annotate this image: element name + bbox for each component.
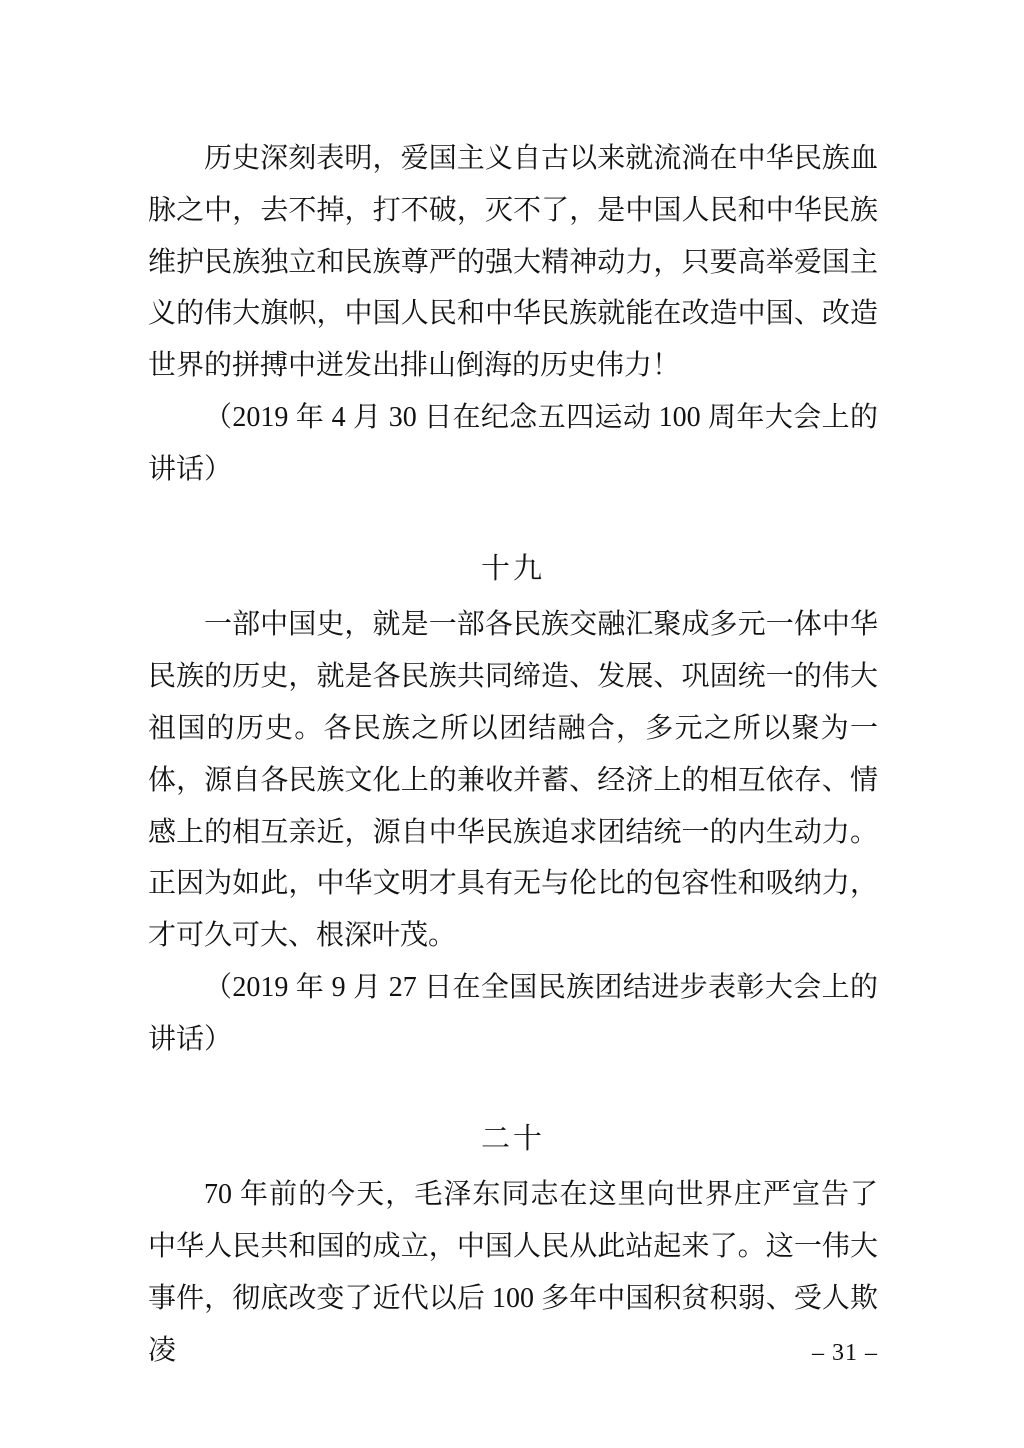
paragraph-patriotism: 历史深刻表明，爱国主义自古以来就流淌在中华民族血脉之中，去不掉，打不破，灭不了，是中国人民和中华民族维护民族独立和民族尊严的强大精神动力，只要高举爱国主义的伟大旗帜，中国人民和中华民族就能在改造中国、改造世界的拼搏中迸发出排山倒海的历史伟力！ [148, 143, 878, 382]
paragraph-chinese-history: 一部中国史，就是一部各民族交融汇聚成多元一体中华民族的历史，就是各民族共同缔造、发展、巩固统一的伟大祖国的历史。各民族之所以团结融合，多元之所以聚为一体，源自各民族文化上的兼收并蓄、经济上的相互依存、情感上的相互亲近，源自中华民族追求团结统一的内生动力。正因为如此，中华文明才具有无与伦比的包容性和吸纳力，才可久可大、根深叶茂。 [148, 609, 878, 952]
page-number: – 31 – [812, 1340, 878, 1366]
paragraph-prc-founding: 70 年前的今天，毛泽东同志在这里向世界庄严宣告了中华人民共和国的成立，中国人民从此站起来了。这一伟大事件，彻底改变了近代以后 100 多年中国积贫积弱、受人欺凌 [148, 1179, 878, 1366]
section-heading-nineteen: 十九 [480, 552, 545, 585]
page-content [148, 133, 878, 1377]
attribution-may-fourth-speech: （2019 年 4 月 30 日在纪念五四运动 100 周年大会上的讲话） [148, 401, 878, 485]
attribution-ethnic-unity-speech: （2019 年 9 月 27 日在全国民族团结进步表彰大会上的讲话） [148, 971, 878, 1055]
section-heading-twenty: 二十 [480, 1122, 545, 1155]
